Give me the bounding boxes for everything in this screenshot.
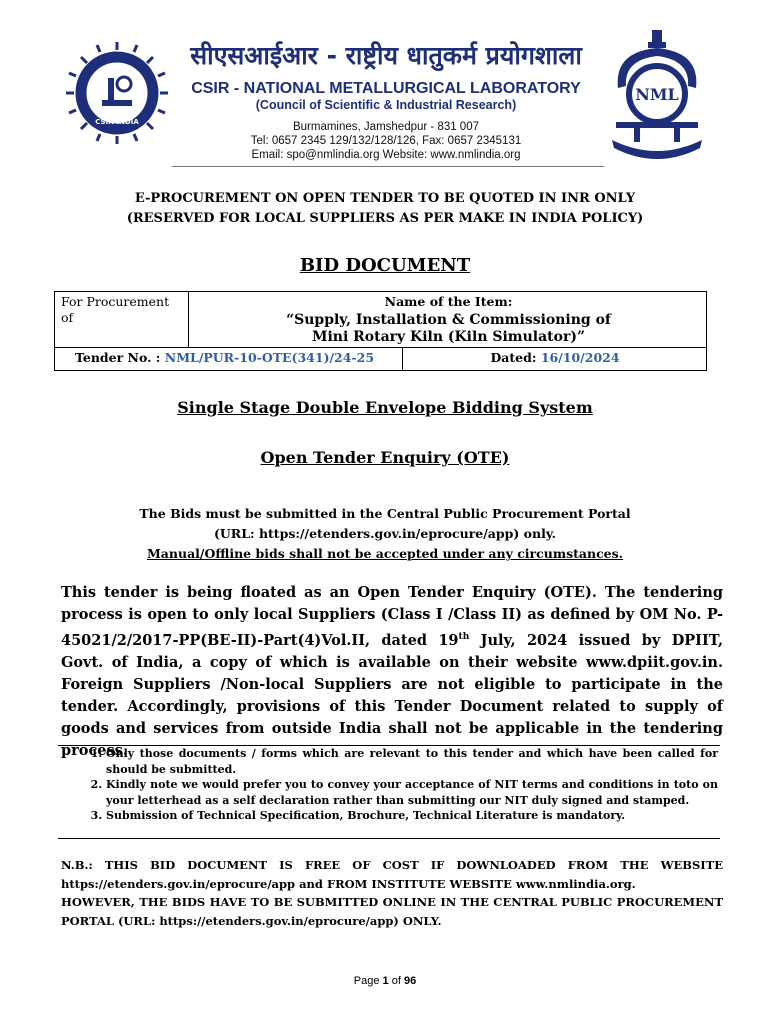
main-paragraph-part2: July, 2024 issued by DPIIT, Govt. of India, a copy of which is available on their website www.dpiit.gov.in. Foreign Suppliers /Non-local Suppliers are not eligible to participate in the tender. Accordingly, provisions of this Tender Document related to supply of goods and services from outside India shall not be applicable in the tendering process. bbox=[61, 631, 723, 759]
item-table bbox=[54, 291, 707, 371]
notes-box bbox=[58, 745, 720, 839]
email-website: Email: spo@nmlindia.org Website: www.nmlindia.org bbox=[251, 149, 521, 161]
csir-logo-text: CSIR-INDIA bbox=[95, 118, 139, 126]
letterhead-divider bbox=[172, 166, 604, 167]
tender-number bbox=[75, 350, 405, 365]
hindi-org-name: सीएसआईआर - राष्ट्रीय धातुकर्म प्रयोगशाला bbox=[190, 41, 582, 70]
note-item: 1. Only those documents / forms which are relevant to this tender and which have been called for should be submitted. bbox=[106, 746, 720, 777]
nml-logo bbox=[604, 28, 710, 162]
page-of-label: of bbox=[391, 975, 401, 987]
item-name-line1: “Supply, Installation & Commissioning of bbox=[286, 312, 611, 328]
ote-title: Open Tender Enquiry (OTE) bbox=[260, 448, 510, 467]
tender-number-value: NML/PUR-10-OTE(341)/24-25 bbox=[164, 350, 375, 365]
page-label: Page bbox=[353, 975, 380, 987]
procurement-header-line1: E-PROCUREMENT ON OPEN TENDER TO BE QUOTED IN INR ONLY bbox=[134, 191, 636, 206]
bids-note-line1: The Bids must be submitted in the Central Public Procurement Portal bbox=[139, 506, 631, 521]
procurement-header-line2: (RESERVED FOR LOCAL SUPPLIERS AS PER MAKE IN INDIA POLICY) bbox=[126, 211, 644, 226]
csir-logo bbox=[64, 40, 170, 146]
address: Burmamines, Jamshedpur - 831 007 bbox=[292, 121, 479, 133]
item-name-line2: Mini Rotary Kiln (Kiln Simulator)” bbox=[311, 329, 586, 345]
main-paragraph-sup: th bbox=[458, 632, 470, 642]
nml-logo-text: NML bbox=[635, 85, 679, 104]
council-name: (Council of Scientific & Industrial Research) bbox=[255, 98, 517, 112]
bids-note-line3: Manual/Offline bids shall not be accepted under any circumstances. bbox=[146, 546, 624, 561]
item-name bbox=[191, 312, 706, 346]
main-paragraph bbox=[61, 582, 723, 762]
nb-note bbox=[61, 856, 723, 930]
tel-fax: Tel: 0657 2345 129/132/128/126, Fax: 0657 2345131 bbox=[250, 135, 522, 147]
page-title: BID DOCUMENT bbox=[299, 255, 471, 276]
item-heading: Name of the Item: bbox=[384, 294, 513, 309]
main-paragraph-part1: This tender is being floated as an Open Tender Enquiry (OTE). The tendering process is open to only local Suppliers (Class I /Class II) as defined by OM No. P-45021/2/2017-PP(BE-II)-Part(4)Vol.II, dated 19 bbox=[61, 584, 723, 649]
note-item: 3. Submission of Technical Specification, Brochure, Technical Literature is mandatory. bbox=[106, 808, 720, 824]
note-item: 2. Kindly note we would prefer you to convey your acceptance of NIT terms and conditions in toto on your letterhead as a self declaration rather than submitting our NIT duly signed and stamped. bbox=[106, 777, 720, 808]
nb-note-line1: N.B.: THIS BID DOCUMENT IS FREE OF COST IF DOWNLOADED FROM THE WEBSITE https://etenders.gov.in/eprocure/app and FROM INSTITUTE WEBSITE www.nmlindia.org. bbox=[61, 858, 723, 891]
tender-date bbox=[405, 350, 705, 365]
tender-date-value: 16/10/2024 bbox=[540, 350, 620, 365]
org-name: CSIR - NATIONAL METALLURGICAL LABORATORY bbox=[191, 80, 581, 97]
page-footer bbox=[0, 975, 770, 987]
tender-date-label: Dated: bbox=[490, 350, 537, 365]
tender-number-label: Tender No. : bbox=[75, 350, 161, 365]
procurement-label: For Procurement of bbox=[61, 294, 170, 325]
nb-note-line2: HOWEVER, THE BIDS HAVE TO BE SUBMITTED ONLINE IN THE CENTRAL PUBLIC PROCUREMENT PORTAL (URL: https://etenders.gov.in/eprocure/app) ONLY. bbox=[61, 895, 723, 928]
bidding-system-title: Single Stage Double Envelope Bidding System bbox=[177, 398, 593, 417]
page-total: 96 bbox=[403, 975, 417, 987]
bids-note-line2: (URL: https://etenders.gov.in/eprocure/app) only. bbox=[213, 526, 556, 541]
page-number: 1 bbox=[382, 975, 389, 987]
